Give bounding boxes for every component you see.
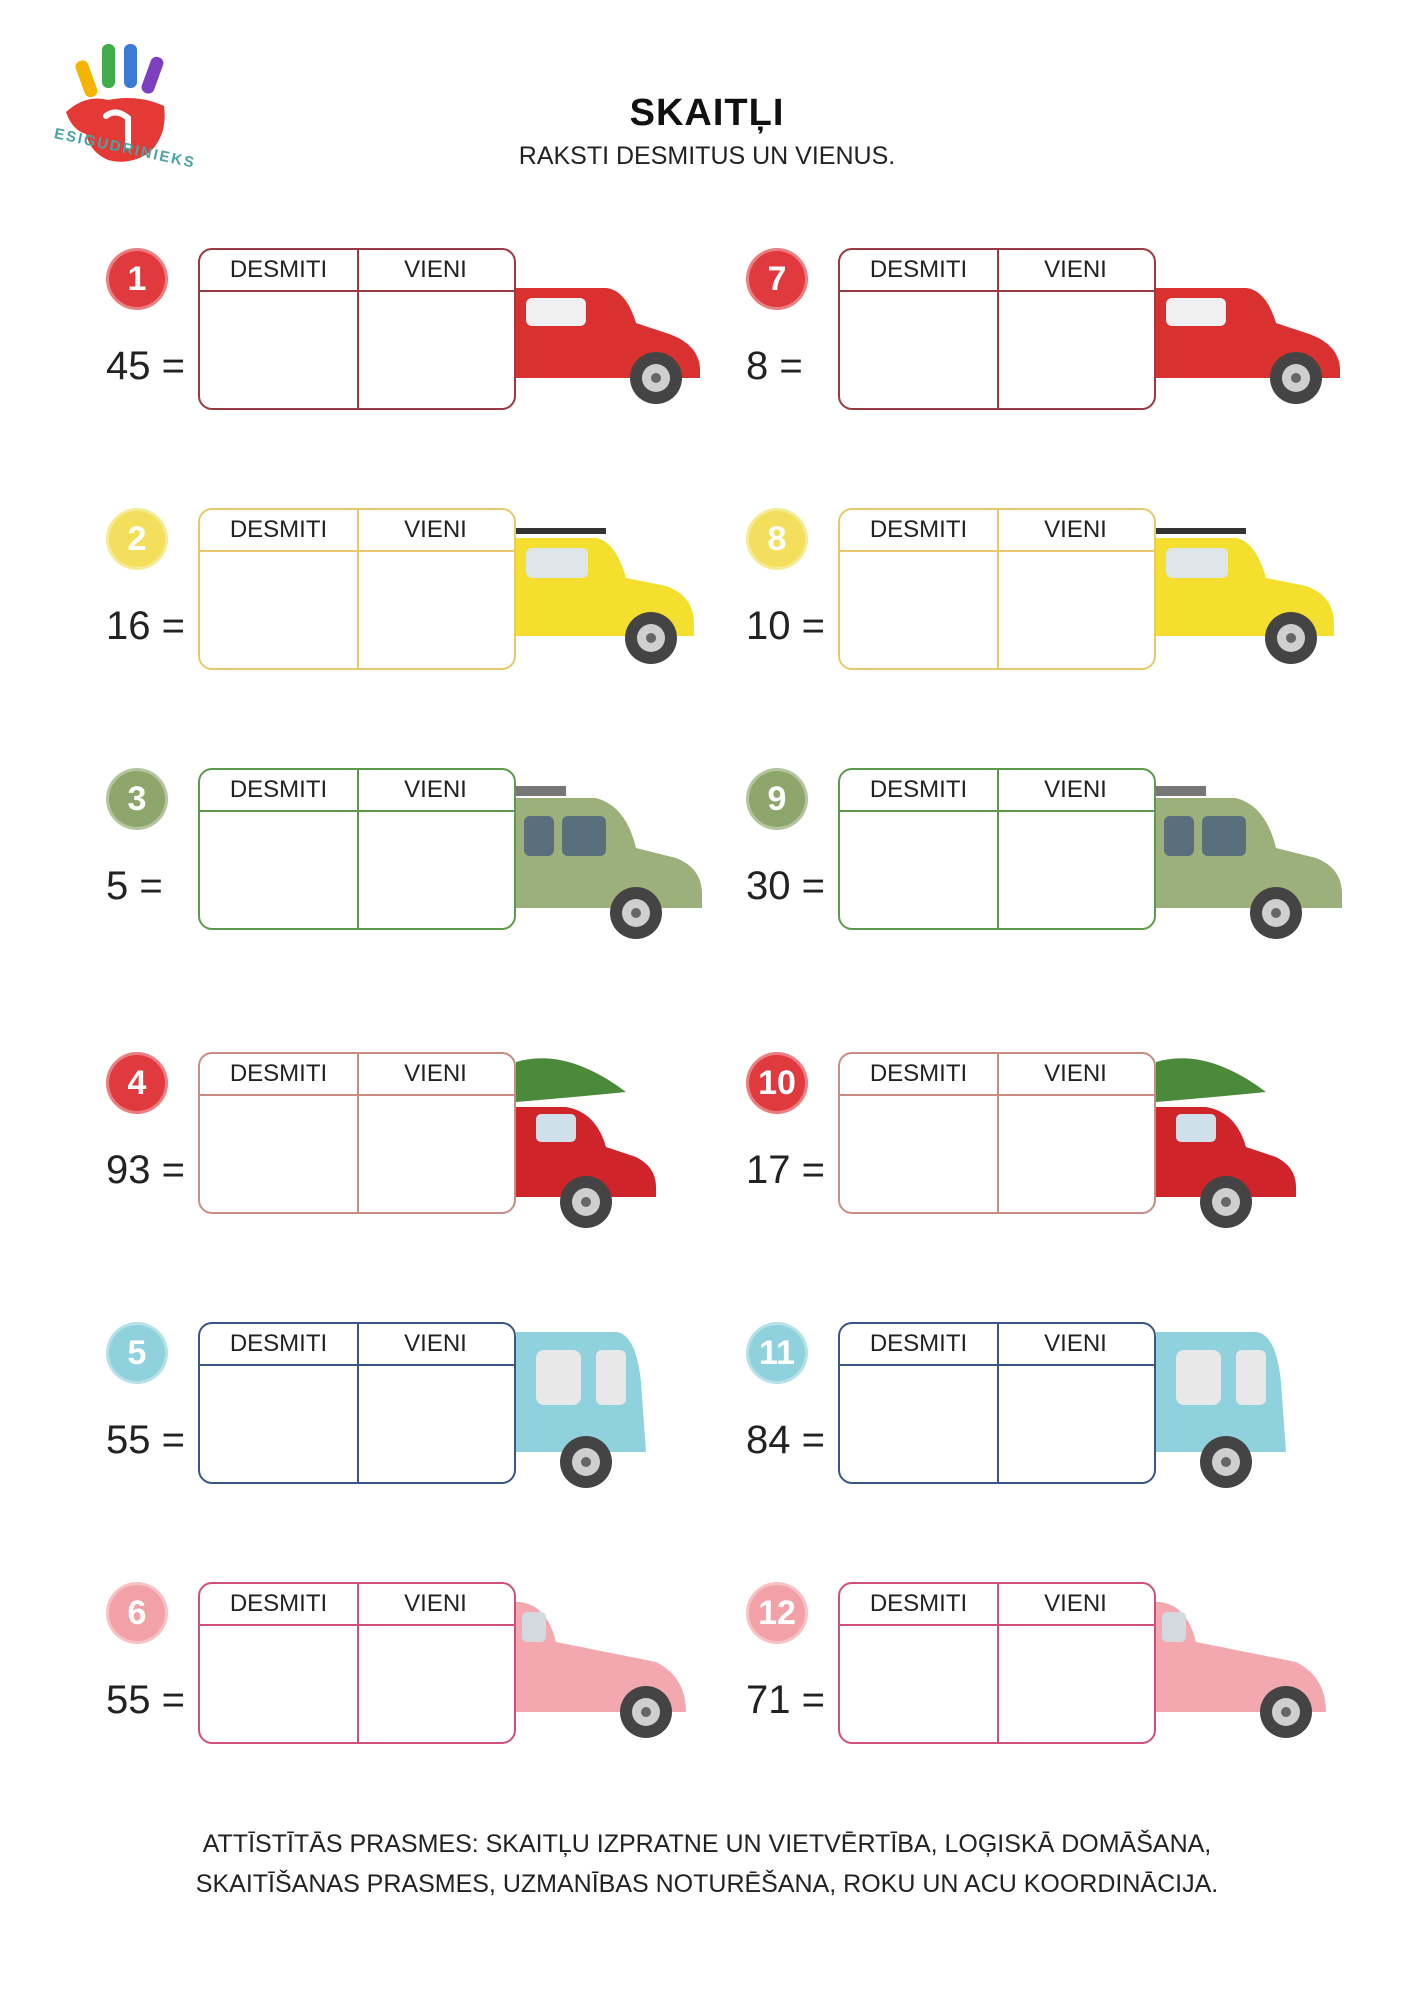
tens-answer-cell[interactable] (200, 552, 357, 668)
exercise-3 (106, 768, 706, 968)
ones-header: VIENI (404, 776, 467, 803)
exercise-7 (746, 248, 1346, 448)
exercise-number-badge: 12 (746, 1582, 808, 1644)
ones-answer-cell[interactable] (357, 292, 514, 408)
number-prompt: 5 = (106, 864, 163, 908)
exercise-number-badge: 9 (746, 768, 808, 830)
tens-header: DESMITI (229, 516, 328, 543)
exercise-4 (106, 1052, 706, 1252)
tens-header: DESMITI (229, 1060, 328, 1087)
ones-header: VIENI (1044, 1330, 1107, 1357)
place-value-table (198, 508, 516, 670)
number-prompt: 55 = (106, 1678, 185, 1722)
exercise-11 (746, 1322, 1346, 1522)
tens-answer-cell[interactable] (200, 1366, 357, 1482)
ones-header: VIENI (1044, 516, 1107, 543)
tens-answer-cell[interactable] (200, 292, 357, 408)
place-value-table (198, 1582, 516, 1744)
tens-header: DESMITI (869, 516, 968, 543)
place-value-table (198, 248, 516, 410)
exercise-number-badge: 1 (106, 248, 168, 310)
tens-answer-cell[interactable] (840, 1096, 997, 1212)
number-prompt: 45 = (106, 344, 185, 388)
christmas-car-icon (516, 1042, 706, 1242)
page-title: SKAITĻI (629, 92, 785, 134)
place-value-table (198, 768, 516, 930)
tens-answer-cell[interactable] (840, 552, 997, 668)
ones-answer-cell[interactable] (357, 1366, 514, 1482)
tens-header: DESMITI (869, 256, 968, 283)
ones-header: VIENI (1044, 256, 1107, 283)
ones-answer-cell[interactable] (997, 552, 1154, 668)
ones-header: VIENI (404, 516, 467, 543)
blue-truck-icon (1156, 1312, 1346, 1512)
place-value-table (838, 248, 1156, 410)
exercise-number-badge: 6 (106, 1582, 168, 1644)
number-prompt: 71 = (746, 1678, 825, 1722)
ones-header: VIENI (404, 1330, 467, 1357)
ones-header: VIENI (1044, 1060, 1107, 1087)
tens-header: DESMITI (229, 1330, 328, 1357)
ones-header: VIENI (404, 1060, 467, 1087)
ones-answer-cell[interactable] (357, 1096, 514, 1212)
red-car-icon (516, 238, 706, 438)
place-value-table (838, 1582, 1156, 1744)
tens-header: DESMITI (229, 1590, 328, 1617)
tens-answer-cell[interactable] (840, 1366, 997, 1482)
tens-header: DESMITI (229, 776, 328, 803)
place-value-table (838, 1052, 1156, 1214)
place-value-table (198, 1322, 516, 1484)
number-prompt: 93 = (106, 1148, 185, 1192)
logo-text: ESIGUDRINIEKS (52, 125, 198, 172)
ones-answer-cell[interactable] (997, 1096, 1154, 1212)
number-prompt: 8 = (746, 344, 803, 388)
exercise-1 (106, 248, 706, 448)
exercise-5 (106, 1322, 706, 1522)
ones-header: VIENI (1044, 1590, 1107, 1617)
exercise-number-badge: 3 (106, 768, 168, 830)
blue-truck-icon (516, 1312, 706, 1512)
number-prompt: 84 = (746, 1418, 825, 1462)
ones-answer-cell[interactable] (997, 1626, 1154, 1742)
exercise-number-badge: 10 (746, 1052, 808, 1114)
place-value-table (838, 1322, 1156, 1484)
exercise-number-badge: 5 (106, 1322, 168, 1384)
number-prompt: 16 = (106, 604, 185, 648)
red-car-icon (1156, 238, 1346, 438)
green-car-icon (1156, 758, 1346, 958)
ones-header: VIENI (1044, 776, 1107, 803)
ones-answer-cell[interactable] (357, 552, 514, 668)
footer-line-1: ATTĪSTĪTĀS PRASMES: SKAITĻU IZPRATNE UN VIETVĒRTĪBA, LOĢISKĀ DOMĀŠANA, (202, 1830, 1212, 1858)
exercise-12 (746, 1582, 1346, 1782)
pink-car-icon (1156, 1572, 1346, 1772)
exercise-number-badge: 11 (746, 1322, 808, 1384)
tens-answer-cell[interactable] (840, 1626, 997, 1742)
tens-header: DESMITI (869, 776, 968, 803)
number-prompt: 30 = (746, 864, 825, 908)
pink-car-icon (516, 1572, 706, 1772)
ones-answer-cell[interactable] (997, 812, 1154, 928)
christmas-car-icon (1156, 1042, 1346, 1242)
tens-answer-cell[interactable] (840, 812, 997, 928)
ones-answer-cell[interactable] (997, 1366, 1154, 1482)
ones-header: VIENI (404, 256, 467, 283)
exercise-number-badge: 2 (106, 508, 168, 570)
ones-answer-cell[interactable] (357, 812, 514, 928)
exercise-9 (746, 768, 1346, 968)
place-value-table (838, 508, 1156, 670)
exercise-number-badge: 4 (106, 1052, 168, 1114)
exercise-8 (746, 508, 1346, 708)
tens-header: DESMITI (869, 1330, 968, 1357)
exercise-number-badge: 7 (746, 248, 808, 310)
skills-footer (0, 1824, 1414, 1904)
tens-header: DESMITI (869, 1060, 968, 1087)
place-value-table (198, 1052, 516, 1214)
footer-line-2: SKAITĪŠANAS PRASMES, UZMANĪBAS NOTURĒŠANA, ROKU UN ACU KOORDINĀCIJA. (195, 1870, 1219, 1898)
number-prompt: 10 = (746, 604, 825, 648)
ones-answer-cell[interactable] (997, 292, 1154, 408)
ones-header: VIENI (404, 1590, 467, 1617)
number-prompt: 17 = (746, 1148, 825, 1192)
exercise-number-badge: 8 (746, 508, 808, 570)
exercise-6 (106, 1582, 706, 1782)
tens-answer-cell[interactable] (200, 1096, 357, 1212)
page-subtitle: RAKSTI DESMITUS UN VIENUS. (518, 142, 896, 170)
place-value-table (838, 768, 1156, 930)
tens-answer-cell[interactable] (200, 1626, 357, 1742)
yellow-car-icon (1156, 498, 1346, 698)
exercise-10 (746, 1052, 1346, 1252)
green-car-icon (516, 758, 706, 958)
tens-answer-cell[interactable] (840, 292, 997, 408)
ones-answer-cell[interactable] (357, 1626, 514, 1742)
exercise-2 (106, 508, 706, 708)
tens-answer-cell[interactable] (200, 812, 357, 928)
yellow-car-icon (516, 498, 706, 698)
number-prompt: 55 = (106, 1418, 185, 1462)
tens-header: DESMITI (869, 1590, 968, 1617)
tens-header: DESMITI (229, 256, 328, 283)
